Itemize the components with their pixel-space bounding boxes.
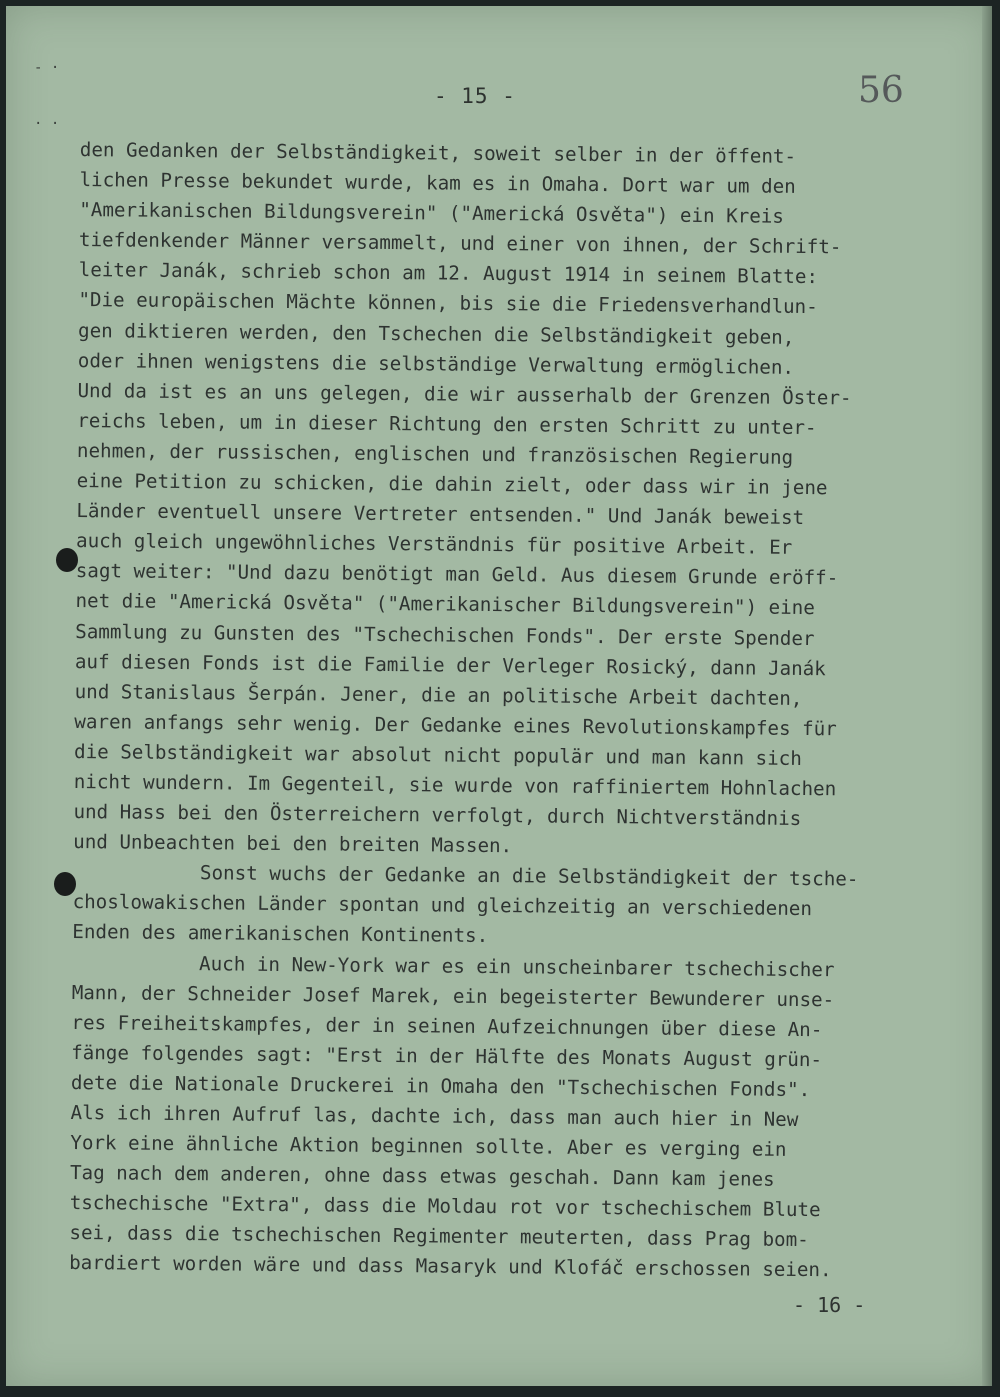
text-line: sagt weiter: "Und dazu benötigt man Geld. Aus diesem Grunde eröff- bbox=[75, 559, 839, 590]
text-line: bardiert worden wäre und dass Masaryk und Klofáč erschossen seien. bbox=[69, 1251, 832, 1282]
folio-number: 56 bbox=[858, 70, 904, 111]
text-line: lichen Presse bekundet wurde, kam es in Omaha. Dort war um den bbox=[79, 168, 796, 198]
text-line: eine Petition zu schicken, die dahin zielt, oder dass wir in jene bbox=[76, 469, 828, 500]
text-line: den Gedanken der Selbständigkeit, soweit selber in der öffent- bbox=[79, 137, 797, 168]
text-line: tiefdenkender Männer versammelt, und einer von ihnen, der Schrift- bbox=[78, 228, 842, 259]
text-line: York eine ähnliche Aktion beginnen sollte. Aber es verging ein bbox=[70, 1131, 787, 1161]
page-number: - 15 - bbox=[434, 84, 516, 108]
text-line: Sammlung zu Gunsten des "Tschechischen Fonds". Der erste Spender bbox=[75, 619, 815, 650]
body-text bbox=[69, 135, 910, 1286]
text-line: fänge folgendes sagt: "Erst in der Hälfte des Monats August grün- bbox=[71, 1040, 823, 1071]
text-line: Mann, der Schneider Josef Marek, ein begeisterter Bewunderer unse- bbox=[71, 980, 835, 1011]
text-line: auch gleich ungewöhnliches Verständnis für positive Arbeit. Er bbox=[75, 529, 793, 560]
margin-mark: - · bbox=[34, 60, 60, 76]
text-line: gen diktieren werden, den Tschechen die Selbständigkeit geben, bbox=[78, 318, 795, 349]
text-line: Und da ist es an uns gelegen, die wir ausserhalb der Grenzen Öster- bbox=[77, 378, 852, 410]
text-line: "Die europäischen Mächte können, bis sie die Friedensverhandlun- bbox=[78, 288, 818, 319]
text-line: auf diesen Fonds ist die Familie der Verleger Rosický, dann Janák bbox=[74, 649, 826, 680]
text-line: die Selbständigkeit war absolut nicht populär und man kann sich bbox=[73, 739, 802, 770]
text-line: Auch in New-York war es ein unscheinbarer tschechischer bbox=[71, 950, 835, 981]
text-line: Als ich ihren Aufruf las, dachte ich, dass man auch hier in New bbox=[70, 1100, 799, 1131]
margin-mark: · · bbox=[34, 116, 60, 132]
text-line: choslowakischen Länder spontan und gleichzeitig an verschiedenen bbox=[72, 890, 813, 921]
text-line: Länder eventuell unsere Vertreter entsenden." Und Janák beweist bbox=[76, 499, 805, 530]
text-line: sei, dass die tschechischen Regimenter meuterten, dass Prag bom- bbox=[69, 1221, 809, 1252]
text-line: net die "Americká Osvěta" ("Amerikanischer Bildungsverein") eine bbox=[75, 589, 815, 620]
text-line: res Freiheitskampfes, der in seinen Aufzeichnungen über diese An- bbox=[71, 1010, 823, 1041]
text-line: Enden des amerikanischen Kontinents. bbox=[72, 920, 489, 948]
text-line: waren anfangs sehr wenig. Der Gedanke eines Revolutionskampfes für bbox=[74, 709, 837, 741]
next-page-marker: - 16 - bbox=[793, 1293, 866, 1317]
punch-hole bbox=[56, 548, 78, 572]
text-line: und Unbeachten bei den breiten Massen. bbox=[73, 830, 513, 858]
text-line: reichs leben, um in dieser Richtung den ersten Schritt zu unter- bbox=[77, 408, 817, 439]
page-edge bbox=[982, 6, 992, 1386]
text-line: Sonst wuchs der Gedanke an die Selbständigkeit der tsche- bbox=[72, 860, 859, 891]
text-line: dete die Nationale Druckerei in Omaha den "Tschechischen Fonds". bbox=[70, 1070, 811, 1101]
text-line: "Amerikanischen Bildungsverein" ("Americká Osvěta") ein Kreis bbox=[79, 198, 785, 228]
text-line: leiter Janák, schrieb schon am 12. August 1914 in seinem Blatte: bbox=[78, 258, 819, 289]
text-line: nicht wundern. Im Gegenteil, sie wurde von raffiniertem Hohnlachen bbox=[73, 769, 837, 801]
text-line: nehmen, der russischen, englischen und französischen Regierung bbox=[76, 438, 794, 469]
text-line: und Stanislaus Šerpán. Jener, die an politische Arbeit dachten, bbox=[74, 679, 803, 710]
text-line: oder ihnen wenigstens die selbständige Verwaltung ermöglichen. bbox=[77, 348, 795, 379]
text-line: Tag nach dem anderen, ohne dass etwas geschah. Dann kam jenes bbox=[69, 1161, 775, 1191]
text-line: und Hass bei den Österreichern verfolgt, durch Nichtverständnis bbox=[73, 800, 802, 831]
text-line: tschechische "Extra", dass die Moldau rot vor tschechischem Blute bbox=[69, 1191, 821, 1222]
